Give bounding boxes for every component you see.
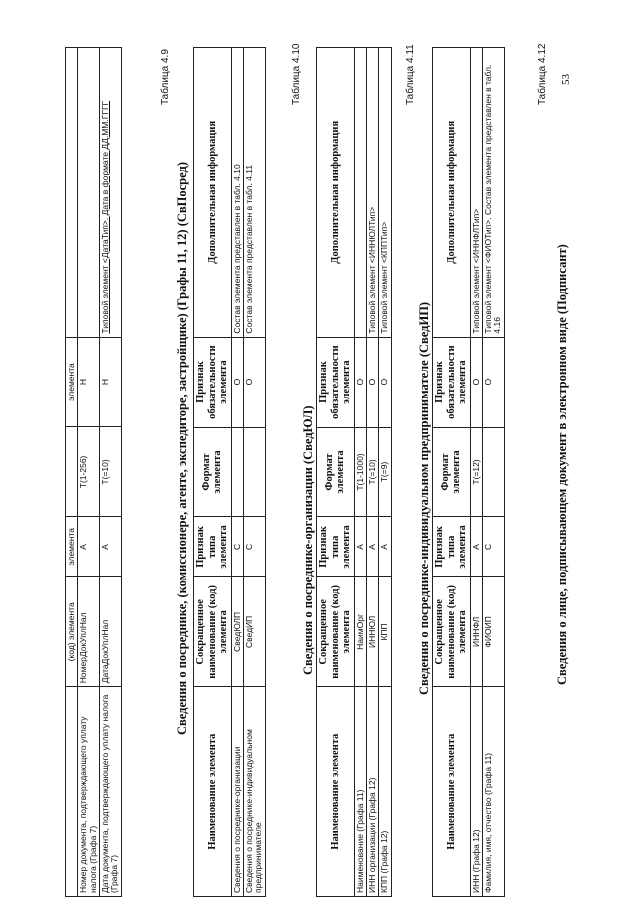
table-4-10 bbox=[316, 47, 392, 897]
table-header-row bbox=[194, 48, 232, 897]
table-row bbox=[379, 48, 391, 897]
cell: Т(=10) bbox=[100, 427, 122, 517]
header-cell: Признак обязательности элемента bbox=[433, 337, 471, 427]
cell: ИННЮЛ bbox=[366, 577, 378, 687]
cell: Т(=10) bbox=[366, 427, 378, 517]
header-cell: Дополнительная информация bbox=[317, 48, 355, 338]
header-cell: Наименование элемента bbox=[433, 687, 471, 897]
section-title: Сведения о посреднике-организации (СведЮЛ) bbox=[301, 405, 315, 675]
table-label: Таблица 4.10 bbox=[291, 43, 302, 105]
cell bbox=[354, 48, 366, 338]
table-row bbox=[78, 48, 100, 897]
cell: О bbox=[231, 337, 243, 427]
cell: Н bbox=[78, 337, 100, 427]
header-cell: элемента bbox=[66, 517, 78, 577]
header-cell: элемента bbox=[66, 337, 78, 427]
cell: Номер документа, подтверждающего уплату налога (Графа 7) bbox=[78, 687, 100, 897]
page-number: 53 bbox=[560, 74, 572, 85]
cell: СведЮЛП bbox=[231, 577, 243, 687]
cell: Типовой элемент <ФИОТип>. Состав элемента представлен в табл. 4.16 bbox=[482, 48, 504, 338]
header-cell: Признак типа элемента bbox=[317, 517, 355, 577]
header-cell bbox=[66, 427, 78, 517]
header-cell bbox=[66, 48, 78, 338]
cell: Типовой элемент <КППТип> bbox=[379, 48, 391, 338]
table-header-row bbox=[66, 48, 78, 897]
cell: НомерДокУплНал bbox=[78, 577, 100, 687]
cell: Фамилия, имя, отчество (Графа 11) bbox=[482, 687, 504, 897]
header-cell: Признак типа элемента bbox=[433, 517, 471, 577]
header-cell: Наименование элемента bbox=[194, 687, 232, 897]
header-cell: Сокращенное наименование (код) элемента bbox=[433, 577, 471, 687]
cell bbox=[78, 48, 100, 338]
cell: Т(1-1000) bbox=[354, 427, 366, 517]
table-label: Таблица 4.12 bbox=[537, 43, 548, 105]
cell bbox=[231, 427, 243, 517]
cell: Наименование (Графа 11) bbox=[354, 687, 366, 897]
table-top bbox=[65, 47, 122, 897]
cell: ИНН организации (Графа 12) bbox=[366, 687, 378, 897]
cell: Т(=12) bbox=[470, 427, 482, 517]
cell bbox=[243, 427, 265, 517]
header-cell: Дополнительная информация bbox=[433, 48, 471, 338]
cell: А bbox=[366, 517, 378, 577]
table-row bbox=[482, 48, 504, 897]
header-cell: Сокращенное наименование (код) элемента bbox=[194, 577, 232, 687]
cell: О bbox=[379, 337, 391, 427]
cell: С bbox=[482, 517, 504, 577]
header-cell: Наименование элемента bbox=[317, 687, 355, 897]
header-cell: Формат элемента bbox=[317, 427, 355, 517]
cell: О bbox=[470, 337, 482, 427]
section-title: Сведения о лице, подписывающем документ в электронном виде (Подписант) bbox=[555, 244, 569, 685]
cell: О bbox=[354, 337, 366, 427]
cell: Сведения о посреднике-организации bbox=[231, 687, 243, 897]
table-header-row bbox=[317, 48, 355, 897]
cell: КПП bbox=[379, 577, 391, 687]
header-cell: Формат элемента bbox=[433, 427, 471, 517]
header-cell: Сокращенное наименование (код) элемента bbox=[317, 577, 355, 687]
table-label: Таблица 4.11 bbox=[405, 44, 416, 105]
cell: ИНН (Графа 12) bbox=[470, 687, 482, 897]
table-row bbox=[354, 48, 366, 897]
cell: Состав элемента представлен в табл. 4.10 bbox=[231, 48, 243, 338]
cell: Т(1-256) bbox=[78, 427, 100, 517]
table-row bbox=[100, 48, 122, 897]
cell: Т(=9) bbox=[379, 427, 391, 517]
cell: С bbox=[243, 517, 265, 577]
cell: Сведения о посреднике-индивидуальном предпринимателе bbox=[243, 687, 265, 897]
cell: Типовой элемент <ДатаТип>. Дата в формате ДД.ММ.ГГГГ bbox=[100, 48, 122, 338]
cell: НаимОрг bbox=[354, 577, 366, 687]
cell: С bbox=[231, 517, 243, 577]
cell: А bbox=[379, 517, 391, 577]
section-title: Сведения о посреднике, (комиссионере, агенте, экспедиторе, застройщике) (Графы 11, 12) (СвПосред) bbox=[175, 162, 189, 735]
cell: О bbox=[366, 337, 378, 427]
cell: ИННФЛ bbox=[470, 577, 482, 687]
table-4-11 bbox=[432, 47, 505, 897]
cell: ФИОИП bbox=[482, 577, 504, 687]
cell: Типовой элемент <ИННФЛТип> bbox=[470, 48, 482, 338]
cell: О bbox=[243, 337, 265, 427]
cell: А bbox=[78, 517, 100, 577]
header-cell: Признак обязательности элемента bbox=[317, 337, 355, 427]
header-cell: Дополнительная информация bbox=[194, 48, 232, 338]
cell: А bbox=[470, 517, 482, 577]
table-row bbox=[231, 48, 243, 897]
cell: Типовой элемент <ИННЮЛТип> bbox=[366, 48, 378, 338]
table-4-9 bbox=[193, 47, 266, 897]
cell: СведИП bbox=[243, 577, 265, 687]
cell: О bbox=[482, 337, 504, 427]
header-cell bbox=[66, 687, 78, 897]
header-cell: Формат элемента bbox=[194, 427, 232, 517]
table-row bbox=[366, 48, 378, 897]
header-cell: Признак типа элемента bbox=[194, 517, 232, 577]
header-cell: Признак обязательности элемента bbox=[194, 337, 232, 427]
table-header-row bbox=[433, 48, 471, 897]
cell: КПП (Графа 12) bbox=[379, 687, 391, 897]
cell: Состав элемента представлен в табл. 4.11 bbox=[243, 48, 265, 338]
table-row bbox=[243, 48, 265, 897]
cell: ДатаДокУплНал bbox=[100, 577, 122, 687]
cell: А bbox=[354, 517, 366, 577]
header-cell: (код) элемента bbox=[66, 577, 78, 687]
section-title: Сведения о посреднике-индивидуальном предпринимателе (СведИП) bbox=[417, 301, 431, 695]
cell: Н bbox=[100, 337, 122, 427]
cell: А bbox=[100, 517, 122, 577]
table-label: Таблица 4.9 bbox=[160, 49, 171, 105]
cell bbox=[482, 427, 504, 517]
cell: Дата документа, подтверждающего уплату налога (Графа 7) bbox=[100, 687, 122, 897]
table-row bbox=[470, 48, 482, 897]
